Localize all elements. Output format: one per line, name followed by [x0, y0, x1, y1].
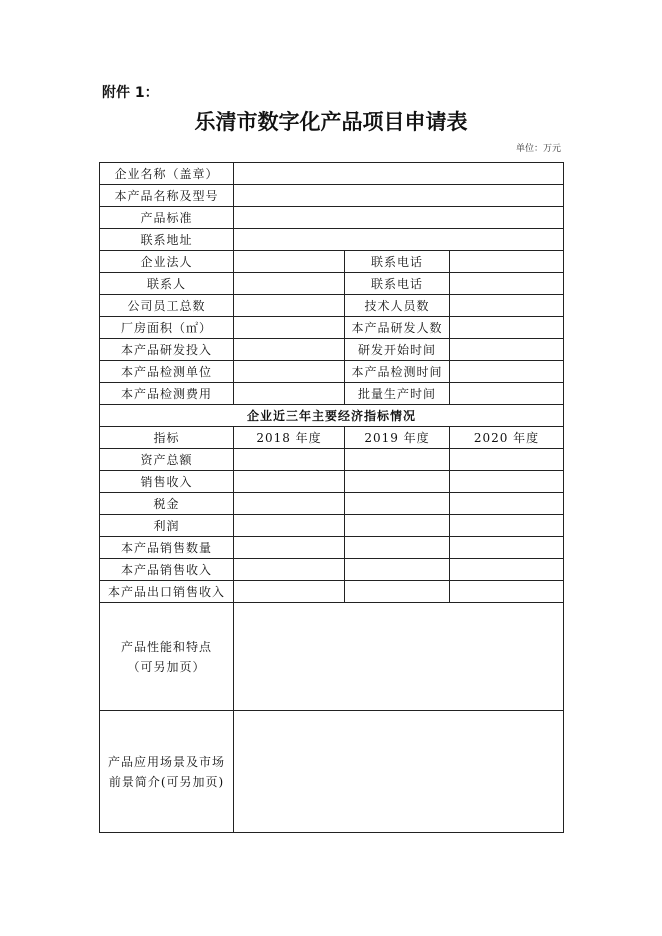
value-2018[interactable]: [234, 581, 345, 603]
label-rd-investment: 本产品研发投入: [100, 339, 234, 361]
row-test: [100, 361, 564, 383]
field-test-cost[interactable]: [234, 383, 345, 405]
field-total-staff[interactable]: [234, 295, 345, 317]
value-2019[interactable]: [345, 515, 450, 537]
value-2020[interactable]: [450, 537, 564, 559]
value-2018[interactable]: [234, 559, 345, 581]
label-contact-address: 联系地址: [100, 229, 234, 251]
attachment-label: 附件 1：: [102, 85, 159, 101]
label-product-name: 本产品名称及型号: [100, 185, 234, 207]
field-scenario[interactable]: [234, 711, 564, 833]
table-row: [100, 449, 564, 471]
value-2019[interactable]: [345, 537, 450, 559]
field-rd-start-time[interactable]: [450, 339, 564, 361]
indicator-label: 税金: [100, 493, 234, 515]
field-rd-staff[interactable]: [450, 317, 564, 339]
field-factory-area[interactable]: [234, 317, 345, 339]
value-2018[interactable]: [234, 515, 345, 537]
table-row: [100, 493, 564, 515]
label-performance: [100, 603, 234, 711]
indicator-label: 利润: [100, 515, 234, 537]
table-row: [100, 515, 564, 537]
table-row: [100, 559, 564, 581]
label-contact-person: 联系人: [100, 273, 234, 295]
field-contact-person[interactable]: [234, 273, 345, 295]
label-legal-person: 企业法人: [100, 251, 234, 273]
label-product-standard: 产品标准: [100, 207, 234, 229]
application-form-table: [99, 162, 564, 833]
value-2019[interactable]: [345, 471, 450, 493]
row-legal-person: [100, 251, 564, 273]
field-mass-production-time[interactable]: [450, 383, 564, 405]
label-scenario-line1: 产品应用场景及市场: [107, 754, 225, 769]
label-scenario-line2: 前景简介(可另加页): [108, 774, 225, 789]
label-performance-line2: （可另加页）: [127, 659, 206, 674]
value-2019[interactable]: [345, 581, 450, 603]
field-tech-staff[interactable]: [450, 295, 564, 317]
value-2019[interactable]: [345, 559, 450, 581]
field-contact-address[interactable]: [234, 229, 564, 251]
row-staff: [100, 295, 564, 317]
field-product-name[interactable]: [234, 185, 564, 207]
row-product-name: [100, 185, 564, 207]
header-2019: 2019 年度: [345, 427, 450, 449]
form-title: 乐清市数字化产品项目申请表: [194, 109, 468, 134]
row-company-name: [100, 163, 564, 185]
value-2018[interactable]: [234, 449, 345, 471]
label-test-time: 本产品检测时间: [345, 361, 450, 383]
label-factory-area: 厂房面积（㎡）: [100, 317, 234, 339]
row-economic-header: [100, 427, 564, 449]
field-test-unit[interactable]: [234, 361, 345, 383]
value-2020[interactable]: [450, 449, 564, 471]
field-legal-person[interactable]: [234, 251, 345, 273]
row-rd: [100, 339, 564, 361]
value-2020[interactable]: [450, 581, 564, 603]
label-performance-line1: 产品性能和特点: [120, 639, 212, 654]
table-row: [100, 581, 564, 603]
indicator-label: 本产品销售收入: [100, 559, 234, 581]
row-contact-person: [100, 273, 564, 295]
label-phone-1: 联系电话: [345, 251, 450, 273]
value-2019[interactable]: [345, 449, 450, 471]
indicator-label: 本产品销售数量: [100, 537, 234, 559]
table-row: [100, 471, 564, 493]
label-total-staff: 公司员工总数: [100, 295, 234, 317]
header-2020: 2020 年度: [450, 427, 564, 449]
value-2018[interactable]: [234, 471, 345, 493]
row-section-title: [100, 405, 564, 427]
table-row: [100, 537, 564, 559]
label-scenario: [100, 711, 234, 833]
row-factory: [100, 317, 564, 339]
field-test-time[interactable]: [450, 361, 564, 383]
label-test-cost: 本产品检测费用: [100, 383, 234, 405]
value-2020[interactable]: [450, 471, 564, 493]
row-test-cost: [100, 383, 564, 405]
indicator-label: 销售收入: [100, 471, 234, 493]
value-2018[interactable]: [234, 493, 345, 515]
label-mass-production-time: 批量生产时间: [345, 383, 450, 405]
row-performance: [100, 603, 564, 711]
indicator-label: 资产总额: [100, 449, 234, 471]
value-2020[interactable]: [450, 493, 564, 515]
field-phone-1[interactable]: [450, 251, 564, 273]
unit-label: 单位：万元: [515, 144, 561, 154]
field-phone-2[interactable]: [450, 273, 564, 295]
row-product-standard: [100, 207, 564, 229]
row-contact-address: [100, 229, 564, 251]
field-rd-investment[interactable]: [234, 339, 345, 361]
label-company-name: 企业名称（盖章）: [100, 163, 234, 185]
field-product-standard[interactable]: [234, 207, 564, 229]
label-rd-start-time: 研发开始时间: [345, 339, 450, 361]
value-2020[interactable]: [450, 559, 564, 581]
label-test-unit: 本产品检测单位: [100, 361, 234, 383]
label-rd-staff: 本产品研发人数: [345, 317, 450, 339]
header-indicator: 指标: [100, 427, 234, 449]
value-2019[interactable]: [345, 493, 450, 515]
row-scenario: [100, 711, 564, 833]
label-tech-staff: 技术人员数: [345, 295, 450, 317]
section-title-economic: 企业近三年主要经济指标情况: [100, 405, 564, 427]
header-2018: 2018 年度: [234, 427, 345, 449]
indicator-label: 本产品出口销售收入: [100, 581, 234, 603]
value-2020[interactable]: [450, 515, 564, 537]
value-2018[interactable]: [234, 537, 345, 559]
field-performance[interactable]: [234, 603, 564, 711]
label-phone-2: 联系电话: [345, 273, 450, 295]
field-company-name[interactable]: [234, 163, 564, 185]
